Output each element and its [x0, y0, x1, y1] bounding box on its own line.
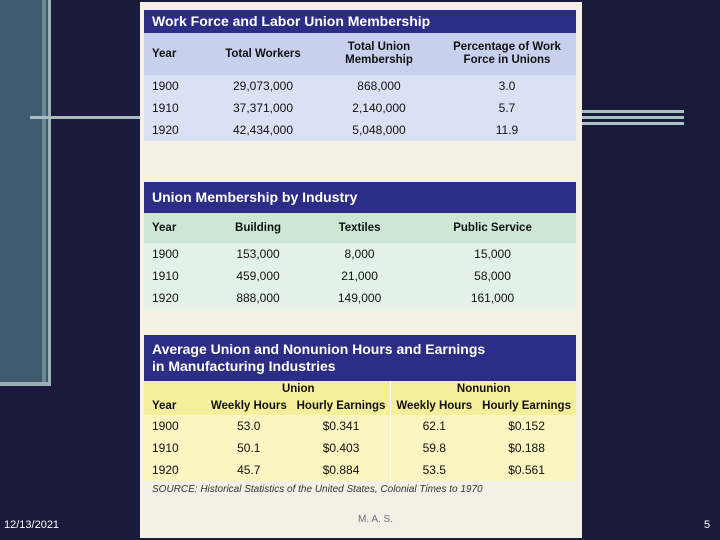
group-spacer: [144, 381, 206, 398]
cell: 1900: [152, 247, 179, 261]
col-nonunion-hourly-earnings: Hourly Earnings: [482, 400, 571, 412]
table-row: [144, 287, 576, 309]
cell: 1920: [152, 463, 179, 477]
cell: 1900: [152, 79, 179, 93]
col-year: Year: [152, 400, 177, 412]
cell: 50.1: [237, 441, 261, 455]
cell: $0.188: [508, 441, 545, 455]
scanned-tables-image: [140, 2, 582, 538]
cell: 11.9: [495, 123, 519, 137]
table-row: [144, 243, 576, 265]
slide-number: 5: [704, 519, 711, 531]
col-total-union: Total Union Membership: [345, 41, 413, 66]
cell: 53.0: [237, 419, 261, 433]
cell: 29,073,000: [232, 79, 294, 93]
col-public-service: Public Service: [453, 221, 532, 234]
cell: 1920: [152, 123, 179, 137]
work-force-table: [144, 10, 576, 141]
col-year: Year: [152, 47, 177, 60]
slide-footer-text: M. A. S.: [358, 514, 394, 525]
hours-earnings-title-line2: in Manufacturing Industries: [152, 358, 336, 374]
group-nonunion: Nonunion: [391, 381, 576, 398]
cell: 459,000: [236, 269, 280, 283]
slide-left-bar-inner: [42, 0, 46, 386]
cell: 8,000: [344, 247, 375, 261]
table-row: [144, 265, 576, 287]
cell: 42,434,000: [232, 123, 294, 137]
cell: 161,000: [470, 291, 515, 305]
col-union-hourly-earnings: Hourly Earnings: [296, 400, 386, 412]
cell: 3.0: [498, 79, 516, 93]
cell: 1910: [152, 441, 179, 455]
col-nonunion-weekly-hours: Weekly Hours: [391, 398, 477, 415]
source-note: SOURCE: Historical Statistics of the United States, Colonial Times to 1970: [152, 484, 483, 495]
cell: 888,000: [236, 291, 280, 305]
col-total-workers: Total Workers: [225, 47, 301, 60]
work-force-title: Work Force and Labor Union Membership: [144, 10, 576, 33]
cell: 1920: [152, 291, 179, 305]
industry-title: Union Membership by Industry: [144, 182, 576, 213]
cell: $0.341: [322, 419, 360, 433]
cell: 58,000: [474, 269, 511, 283]
cell: 45.7: [237, 463, 261, 477]
cell: 62.1: [391, 415, 477, 437]
col-textiles: Textiles: [338, 221, 381, 234]
cell: 5.7: [498, 101, 516, 115]
cell: 1910: [152, 101, 179, 115]
cell: 59.8: [391, 437, 477, 459]
table-row: [144, 415, 576, 437]
cell: 2,140,000: [352, 101, 406, 115]
col-union-weekly-hours: Weekly Hours: [210, 400, 287, 412]
cell: 153,000: [236, 247, 280, 261]
cell: 1910: [152, 269, 179, 283]
industry-table: [144, 182, 576, 309]
cell: 5,048,000: [352, 123, 406, 137]
cell: 868,000: [357, 79, 401, 93]
cell: 15,000: [474, 247, 511, 261]
table-row: [144, 75, 576, 97]
cell: $0.152: [508, 419, 545, 433]
cell: $0.561: [508, 463, 545, 477]
table-row: [144, 437, 576, 459]
cell: 1900: [152, 419, 179, 433]
cell: 149,000: [337, 291, 382, 305]
group-union: Union: [281, 383, 315, 395]
hours-earnings-title: [144, 335, 576, 381]
hours-earnings-table: [144, 335, 576, 498]
hours-earnings-title-line1: Average Union and Nonunion Hours and Earnings: [152, 341, 486, 357]
slide-left-bar-bottom: [0, 382, 48, 386]
cell: 53.5: [391, 459, 477, 481]
col-percentage: Percentage of Work Force in Unions: [453, 41, 561, 66]
table-row: [144, 459, 576, 481]
col-building: Building: [235, 221, 282, 234]
table-row: [144, 119, 576, 141]
cell: 21,000: [341, 269, 378, 283]
slide-divider-left: [30, 116, 142, 119]
col-year: Year: [152, 221, 177, 234]
slide-divider-right: [580, 110, 684, 126]
cell: $0.884: [322, 463, 360, 477]
cell: 37,371,000: [232, 101, 294, 115]
table-row: [144, 97, 576, 119]
cell: $0.403: [322, 441, 360, 455]
slide-date: 12/13/2021: [4, 519, 60, 531]
